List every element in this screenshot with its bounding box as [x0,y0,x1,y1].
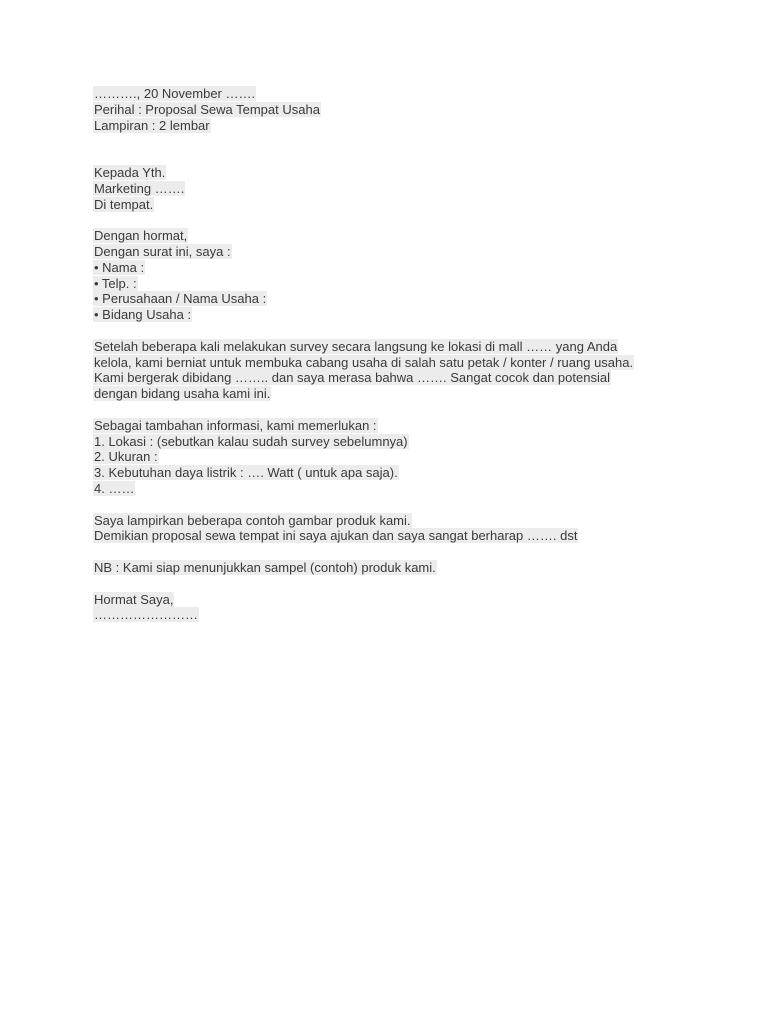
field-bidang-usaha: • Bidang Usaha : [94,307,192,323]
intro-line: Dengan surat ini, saya : [94,243,231,259]
identity-fields [93,260,713,323]
note-line: NB : Kami siap menunjukkan sampel (contoh) produk kami. [94,559,436,575]
info-item-ukuran: 2. Ukuran : [94,449,158,465]
info-item-other: 4. …… [94,480,135,496]
letter-header [93,86,713,133]
body-line: dengan bidang usaha kami ini. [94,386,271,402]
greeting-block [93,228,713,260]
signature-placeholder: …………………… [94,607,198,623]
closing-paragraph [93,513,713,545]
info-section [93,418,713,497]
signoff-block [93,592,713,624]
info-item-lokasi: 1. Lokasi : (sebutkan kalau sudah survey sebelumnya) [94,433,408,449]
subject-line: Perihal : Proposal Sewa Tempat Usaha [94,101,320,117]
closing-line: Demikian proposal sewa tempat ini saya ajukan dan saya sangat berharap ……. dst [94,528,578,544]
attachment-line: Lampiran : 2 lembar [94,117,210,133]
letter-document [93,86,713,623]
greeting-line: Dengan hormat, [94,228,188,244]
date-line: ………., 20 November ……. [94,86,256,101]
recipient-block [93,165,713,212]
info-item-daya-listrik: 3. Kebutuhan daya listrik : …. Watt ( untuk apa saja). [94,465,398,481]
body-paragraph [93,339,713,402]
recipient-place: Di tempat. [94,196,154,212]
field-telp: • Telp. : [94,275,137,291]
body-line: kelola, kami berniat untuk membuka cabang usaha di salah satu petak / konter / ruang usaha. [94,354,634,370]
recipient-salutation: Kepada Yth. [94,164,166,180]
field-nama: • Nama : [94,259,145,275]
body-line: Kami bergerak dibidang …….. dan saya merasa bahwa ……. Sangat cocok dan potensial [94,370,610,386]
body-line: Setelah beberapa kali melakukan survey secara langsung ke lokasi di mall …… yang Anda [94,338,618,354]
info-intro: Sebagai tambahan informasi, kami memerlukan : [94,417,377,433]
recipient-name: Marketing ……. [94,180,185,196]
signoff-line: Hormat Saya, [94,591,174,607]
closing-line: Saya lampirkan beberapa contoh gambar produk kami. [94,512,411,528]
field-perusahaan: • Perusahaan / Nama Usaha : [94,291,267,307]
